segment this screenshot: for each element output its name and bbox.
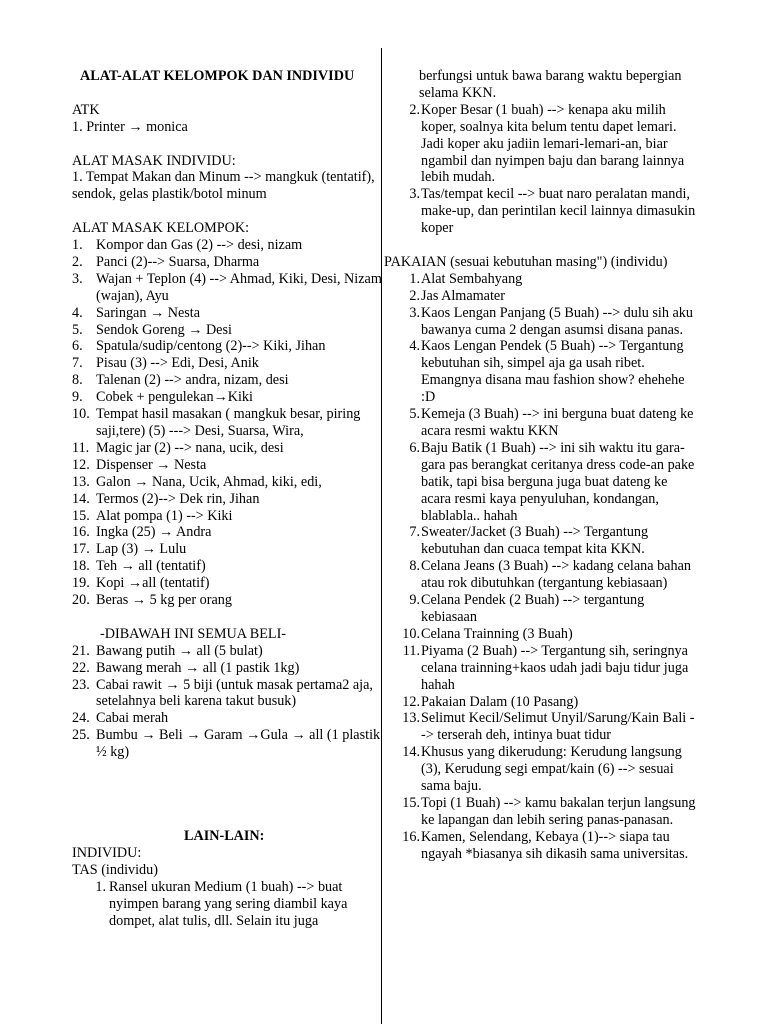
list-number: 18. <box>72 558 90 575</box>
list-text: Cobek + pengulekan→Kiki <box>96 389 253 406</box>
alat-masak-individu-heading: ALAT MASAK INDIVIDU: <box>72 152 236 169</box>
list-text: Talenan (2) --> andra, nizam, desi <box>96 372 289 389</box>
pakaian-list <box>386 271 698 863</box>
list-item <box>386 186 698 237</box>
list-text: Lap (3) → Lulu <box>96 541 187 558</box>
list-item <box>72 727 382 761</box>
list-number: 12. <box>72 456 90 473</box>
list-text: Termos (2)--> Dek rin, Jihan <box>96 490 260 507</box>
list-number: 24. <box>72 710 90 727</box>
list-text: Sendok Goreng → Desi <box>96 321 232 338</box>
list-number: 2. <box>72 253 83 270</box>
list-text: Koper Besar (1 buah) --> kenapa aku milih koper, soalnya kita belum tentu dapet lemari. Jadi koper aku jadiin lemari-lemari-an, biar ngambil dan nyimpen baju dan barang lainnya lebih mudah. <box>421 101 685 186</box>
list-text: Tas/tempat kecil --> buat naro peralatan mandi, make-up, dan perintilan kecil lainnya dimasukin koper <box>421 186 696 237</box>
tas-list <box>386 102 698 237</box>
beli-list <box>72 643 382 761</box>
list-item <box>72 558 382 575</box>
list-item <box>72 474 382 491</box>
list-number: 5. <box>72 321 83 338</box>
list-number: 7. <box>72 355 83 372</box>
list-item <box>72 508 382 525</box>
list-item <box>386 305 698 339</box>
list-text: Magic jar (2) --> nana, ucik, desi <box>96 439 284 456</box>
list-item <box>72 338 382 355</box>
list-number: 23. <box>72 676 90 693</box>
list-text: Topi (1 Buah) --> kamu bakalan terjun langsung ke lapangan dan lebih sering panas-panasan. <box>421 794 696 828</box>
list-number: 13. <box>402 710 420 727</box>
list-item <box>72 643 382 660</box>
list-number: 9. <box>72 389 83 406</box>
tas-item-1-continued: berfungsi untuk bawa barang waktu bepergian selama KKN. <box>419 68 682 101</box>
list-text: Pakaian Dalam (10 Pasang) <box>421 693 579 710</box>
right-column <box>386 0 698 863</box>
list-item <box>386 744 698 795</box>
left-column <box>72 0 382 930</box>
list-item <box>72 440 382 457</box>
list-item <box>386 288 698 305</box>
list-item <box>72 406 382 440</box>
list-text: Galon → Nana, Ucik, Ahmad, kiki, edi, <box>96 473 322 490</box>
document-title: ALAT-ALAT KELOMPOK DAN INDIVIDU <box>80 68 355 84</box>
list-number: 2. <box>409 287 420 304</box>
list-text: Bawang merah → all (1 pastik 1kg) <box>96 659 300 676</box>
list-item <box>72 457 382 474</box>
list-item <box>72 710 382 727</box>
list-item <box>72 660 382 677</box>
list-text: Kemeja (3 Buah) --> ini berguna buat dateng ke acara resmi waktu KKN <box>421 406 694 440</box>
list-item <box>386 643 698 694</box>
list-text: Pisau (3) --> Edi, Desi, Anik <box>96 355 259 372</box>
list-text: Alat Sembahyang <box>421 270 523 287</box>
list-item <box>386 710 698 744</box>
list-item <box>72 389 382 406</box>
list-number: 1. <box>72 237 83 254</box>
list-item <box>386 271 698 288</box>
list-number: 1. <box>409 270 420 287</box>
list-item <box>72 237 382 254</box>
list-number: 1. <box>95 878 106 895</box>
kelompok-list <box>72 237 382 609</box>
list-item <box>72 372 382 389</box>
list-number: 4. <box>409 338 420 355</box>
list-item <box>72 254 382 271</box>
list-item <box>386 406 698 440</box>
list-text: Kompor dan Gas (2) --> desi, nizam <box>96 237 303 254</box>
list-text: Selimut Kecil/Selimut Unyil/Sarung/Kain Bali --> terserah deh, intinya buat tidur <box>421 710 695 744</box>
list-text: Piyama (2 Buah) --> Tergantung sih, seringnya celana trainning+kaos udah jadi baju tidur juga hahah <box>421 642 689 693</box>
list-text: Kopi →all (tentatif) <box>96 575 210 592</box>
list-number: 14. <box>402 744 420 761</box>
list-text: Sweater/Jacket (3 Buah) --> Tergantung kebutuhan dan cuaca tempat kita KKN. <box>421 524 649 558</box>
atk-item: 1. Printer → monica <box>72 118 188 135</box>
list-number: 3. <box>72 270 83 287</box>
list-text: Ransel ukuran Medium (1 buah) --> buat nyimpen barang yang sering diambil kaya dompet, alat tulis, dll. Selain itu juga <box>109 878 348 929</box>
list-item <box>386 558 698 592</box>
list-text: Saringan → Nesta <box>96 304 201 321</box>
list-text: Panci (2)--> Suarsa, Dharma <box>96 253 260 270</box>
list-text: Bumbu → Beli → Garam →Gula → all (1 plastik ½ kg) <box>96 727 381 761</box>
list-number: 6. <box>409 439 420 456</box>
list-number: 16. <box>72 524 90 541</box>
list-text: Celana Pendek (2 Buah) --> tergantung kebiasaan <box>421 592 645 625</box>
list-item <box>386 102 698 187</box>
list-text: Celana Jeans (3 Buah) --> kadang celana bahan atau rok dibutuhkan (tergantung kebiasaan) <box>421 558 691 592</box>
list-text: Jas Almamater <box>421 287 505 304</box>
individu-label: INDIVIDU: <box>72 845 142 861</box>
list-text: Beras → 5 kg per orang <box>96 592 232 609</box>
list-number: 3. <box>409 304 420 321</box>
list-number: 19. <box>72 575 90 592</box>
list-text: Wajan + Teplon (4) --> Ahmad, Kiki, Desi, Nizam (wajan), Ayu <box>96 270 382 304</box>
lain-lain-heading: LAIN-LAIN: <box>184 828 265 845</box>
list-item <box>72 879 382 930</box>
list-text: Ingka (25) → Andra <box>96 524 212 541</box>
list-text: Baju Batik (1 Buah) --> ini sih waktu itu gara-gara pas berangkat ceritanya dress code-an pake batik, tapi bisa berguna juga buat dateng ke acara resmi kaya penyuluhan, kondangan, blablabla.. hahah <box>421 439 695 524</box>
list-item <box>386 524 698 558</box>
list-text: Spatula/sudip/centong (2)--> Kiki, Jihan <box>96 338 326 355</box>
list-number: 22. <box>72 659 90 676</box>
list-item <box>386 592 698 626</box>
list-number: 3. <box>409 186 420 203</box>
tas-label: TAS (individu) <box>72 861 158 878</box>
list-text: Dispenser → Nesta <box>96 456 207 473</box>
list-number: 16. <box>402 828 420 845</box>
list-item <box>72 305 382 322</box>
list-number: 20. <box>72 592 90 609</box>
atk-heading: ATK <box>72 101 100 118</box>
list-text: Cabai merah <box>96 710 169 727</box>
list-text: Teh → all (tentatif) <box>96 558 206 575</box>
list-number: 2. <box>409 101 420 118</box>
list-text: Kamen, Selendang, Kebaya (1)--> siapa tau ngayah *biasanya sih dikasih sama universitas. <box>421 828 689 862</box>
list-item <box>386 440 698 525</box>
list-item <box>72 677 382 711</box>
list-text: Kaos Lengan Pendek (5 Buah) --> Tergantung kebutuhan sih, simpel aja ga usah ribet. Emangnya disana mau fashion show? ehehehe :D <box>421 338 685 406</box>
list-number: 25. <box>72 727 90 744</box>
pakaian-heading: PAKAIAN (sesuai kebutuhan masing") (individu) <box>384 253 668 270</box>
list-number: 15. <box>72 507 90 524</box>
list-text: Cabai rawit → 5 biji (untuk masak pertama2 aja, setelahnya beli karena takut busuk) <box>96 676 373 710</box>
list-text: Khusus yang dikerudung: Kerudung langsung (3), Kerudung segi empat/kain (6) --> sesuai sama baju. <box>421 744 682 795</box>
list-number: 8. <box>72 372 83 389</box>
list-number: 11. <box>402 642 420 659</box>
list-text: Celana Trainning (3 Buah) <box>421 625 573 642</box>
list-text: Alat pompa (1) --> Kiki <box>96 507 233 524</box>
list-number: 14. <box>72 490 90 507</box>
list-text: Kaos Lengan Panjang (5 Buah) --> dulu sih aku bawanya cuma 2 dengan asumsi disana panas. <box>421 304 693 338</box>
list-item <box>72 271 382 305</box>
list-number: 5. <box>409 406 420 423</box>
list-number: 12. <box>402 693 420 710</box>
list-number: 10. <box>402 625 420 642</box>
beli-heading: -DIBAWAH INI SEMUA BELI- <box>100 625 287 642</box>
alat-masak-individu-item: 1. Tempat Makan dan Minum --> mangkuk (tentatif), sendok, gelas plastik/botol minum <box>72 169 375 203</box>
list-item <box>72 491 382 508</box>
alat-masak-kelompok-heading: ALAT MASAK KELOMPOK: <box>72 220 250 237</box>
list-number: 17. <box>72 541 90 558</box>
list-number: 6. <box>72 338 83 355</box>
list-item <box>72 322 382 339</box>
list-number: 4. <box>72 304 83 321</box>
list-item <box>72 541 382 558</box>
list-text: Tempat hasil masakan ( mangkuk besar, piring saji,tere) (5) ---> Desi, Suarsa, Wira, <box>96 406 361 439</box>
list-item <box>72 355 382 372</box>
list-item <box>386 626 698 643</box>
list-item <box>386 338 698 406</box>
list-item <box>72 592 382 609</box>
list-number: 10. <box>72 406 90 423</box>
list-item <box>386 829 698 863</box>
list-item <box>72 524 382 541</box>
list-number: 13. <box>72 473 90 490</box>
list-item <box>72 575 382 592</box>
list-number: 15. <box>402 794 420 811</box>
list-number: 21. <box>72 642 90 659</box>
list-number: 9. <box>409 592 420 609</box>
list-number: 8. <box>409 558 420 575</box>
list-number: 7. <box>409 524 420 541</box>
list-number: 11. <box>72 439 90 456</box>
list-item <box>386 694 698 711</box>
list-item <box>386 795 698 829</box>
list-text: Bawang putih → all (5 bulat) <box>96 642 263 659</box>
